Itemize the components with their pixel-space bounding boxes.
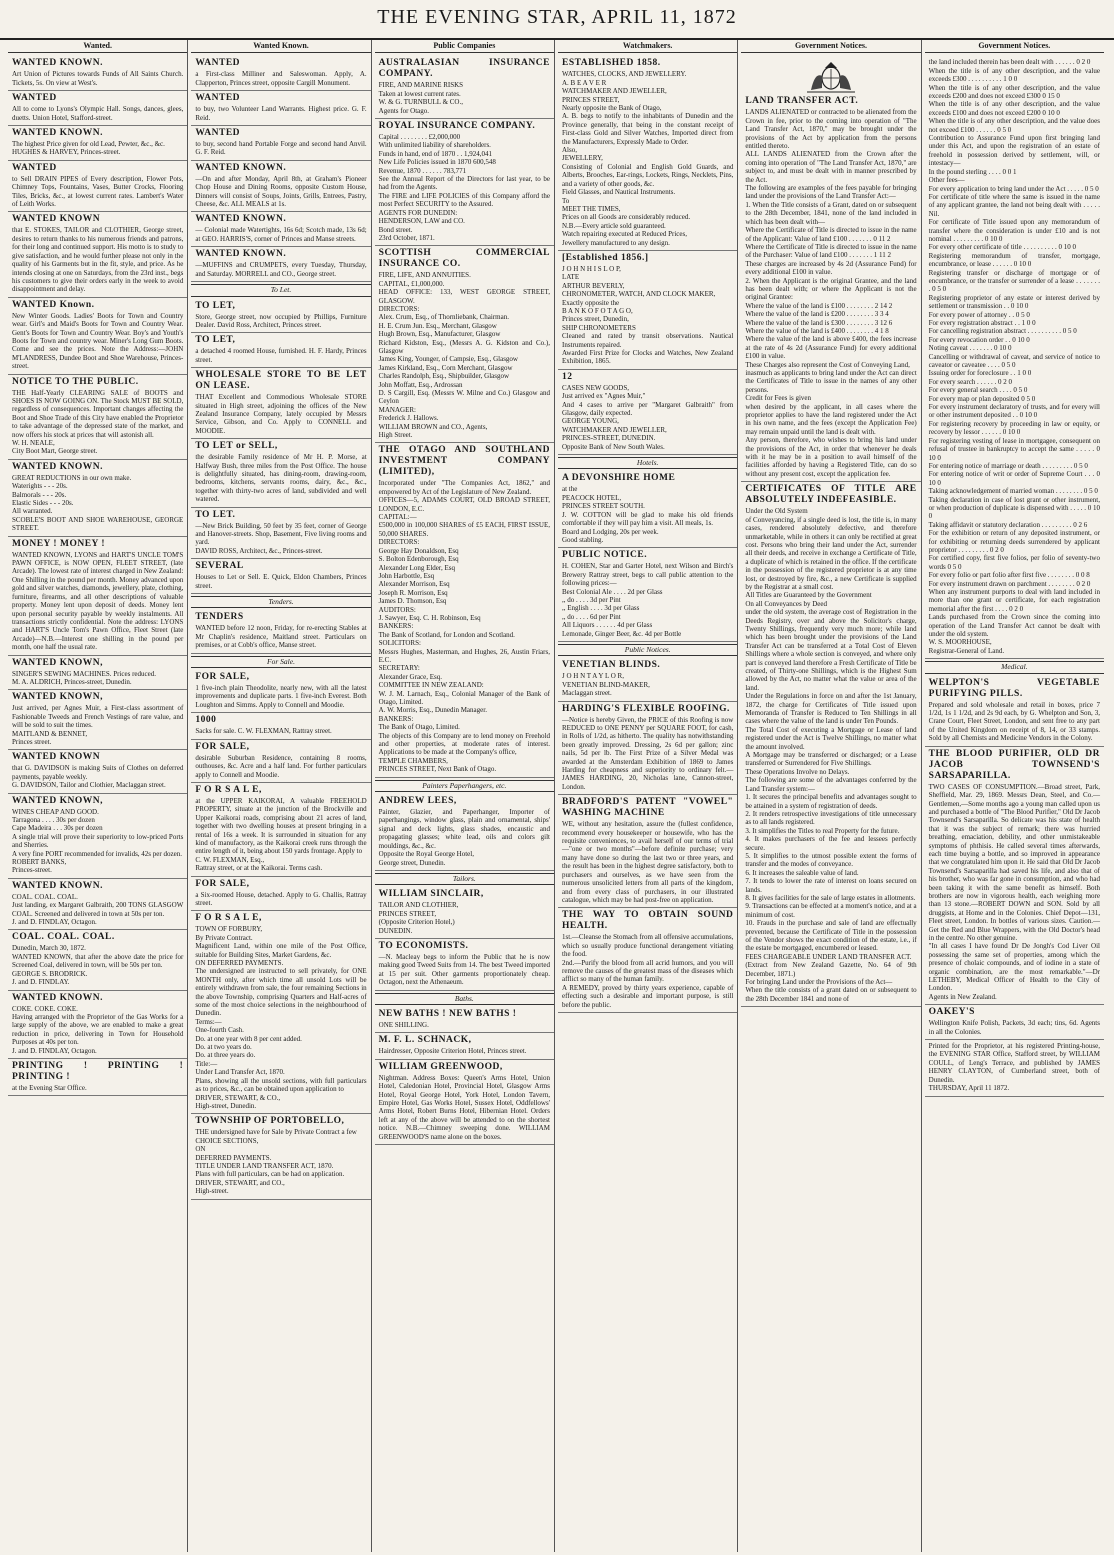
section-header: Tenders. xyxy=(191,596,370,608)
advertisement xyxy=(191,508,370,560)
ad-headline: THE OTAGO AND SOUTHLAND INVESTMENT COMPANY (LIMITED), xyxy=(378,445,550,478)
advertisement xyxy=(8,750,187,793)
ad-body: that E. STOKES, TAILOR and CLOTHIER, George street, desires to return thanks to his numerous friends and patrons, for their long and continued support. His motto is to study to give satisfaction, and he would further please not only in the quality of his Garments but in the fit, style, and price. As he intends closing at one on Saturdays, from the 23rd inst., begs his customers to give their orders early in the week to avoid disappointment and delay. xyxy=(12,226,184,294)
ad-headline: AUSTRALASIAN INSURANCE COMPANY. xyxy=(378,58,550,80)
advertisement xyxy=(375,56,554,119)
ad-headline: WANTED KNOWN. xyxy=(12,880,103,891)
ad-headline: SCOTTISH COMMERCIAL INSURANCE CO. xyxy=(378,248,550,270)
advertisement xyxy=(8,460,187,537)
ad-body: —On and after Monday, April 8th, at Graham's Pioneer Chop House and Dining Rooms, opposite Custom House, Dinners will consist of Soups, Joints, Grills, Entrees, Pastry, Cheese, &c. ALL MEALS at 1s. xyxy=(195,174,367,209)
advertisement xyxy=(191,212,370,247)
ad-headline: WANTED xyxy=(12,93,57,104)
ad-headline: VENETIAN BLINDS. xyxy=(562,660,661,671)
ad-headline: WANTED xyxy=(195,128,241,139)
advertisement xyxy=(558,471,737,548)
advertisement xyxy=(191,299,370,334)
ad-headline: WANTED KNOWN. xyxy=(195,162,287,173)
ad-headline: F O R S A L E, xyxy=(195,784,262,795)
column-header: Wanted. xyxy=(8,40,187,53)
advertisement xyxy=(191,161,370,213)
ad-body: to Sell DRAIN PIPES of Every description, Flower Pots, Chimney Tops, Fountains, Vases, Butter Crocks, Flooring Tiles, Bricks, &c., at lowest current rates. Lambert's Water of Leith Works. xyxy=(12,174,184,209)
ad-body: Dunedin, March 30, 1872. WANTED KNOWN, that after the above date the price for Screened Coal, delivered in town, will be 50s per ton. GEORGE S. BRODRICK. J. and D. FINDLAY. xyxy=(12,944,184,987)
ad-headline: WANTED KNOWN. xyxy=(12,992,103,1003)
advertisement xyxy=(191,713,370,739)
ad-headline: ROYAL INSURANCE COMPANY. xyxy=(378,121,536,132)
columns-container xyxy=(8,40,1108,1552)
advertisement xyxy=(191,368,370,439)
masthead xyxy=(0,0,1114,40)
ad-body: The highest Price given for old Lead, Pewter, &c., &c. HUGHES & HARVEY, Princes-street. xyxy=(12,140,165,157)
ad-body: Printed for the Proprietor, at his registered Printing-house, the EVENING STAR Office, Stafford street, by WILLIAM COULL, of Leng's Terrace, and published by JAMES HENRY CLAYTON, of Cumberland street, both of Dunedin. THURSDAY, April 11 1872. xyxy=(928,1042,1100,1093)
column-3 xyxy=(375,40,555,1552)
ad-headline: 1000 xyxy=(195,715,217,726)
ad-headline: WANTED KNOWN xyxy=(12,214,101,225)
advertisement xyxy=(375,119,554,246)
ad-headline: WANTED KNOWN xyxy=(12,752,101,763)
ad-headline: [Established 1856.] xyxy=(562,252,649,263)
ad-body: the land included therein has been dealt with . . . . . . 0 2 0 When the title is of any other description, and the value exceeds £300 . . . . . . . . . . 1 0 0 When the title is of any other description, and the value exceeds £200 and does not exceed £300 0 15 0 When the title is of any other description, and the value exceeds £100 and does not exceed £200 0 10 0 When the title is of any other description, and the value does not exceed £100 . . . . . . 0 5 0 Contribution to Assurance Fund upon first bringing land under this Act, and upon the registration of an estate of freehold in possession derived by settlement, will, or intestacy— In the pound sterling . . . . 0 0 1 Other fees— For every application to bring land under the Act . . . . . 0 5 0 For certificate of title where the same is issued in the name of any applicant grantee, the land not being dealt with . . . . . Nil. For certificate of Title issued upon any memorandum of transfer where the consideration is under £10 and is not nominal . . . . . . . . . 0 10 0 For every other certificate of title . . . . . . . . . . 0 10 0 Registering memorandum of transfer, mortgage, encumbrance, or lease . . . . . . 0 10 0 Registering transfer or discharge of mortgage or of encumbrance, or the transfer or surrender of a lease . . . . . . . . 0 5 0 Registering proprietor of any estate or interest derived by settlement or transmission . . 0 10 0 For every power of attorney . . 0 5 0 For every registration abstract . . 1 0 0 For cancelling registration abstract . . . . . . . . . . 0 5 0 For every revocation order . . 0 10 0 Noting caveat . . . . . . . 0 10 0 Cancelling or withdrawal of caveat, and service of notice to caveator or caveatee . . . . 0 5 0 Issuing order for foreclosure . . 1 0 0 For every search . . . . . . 0 2 0 For every general search . . . . 0 5 0 For every map or plan deposited 0 5 0 For every instrument declaratory of trusts, and for every will or other instrument deposited . . 0 10 0 For registering recovery by proceeding in law or equity, or recovery by lessor . . . . . . 0 10 0 For registering vesting of lease in mortgagee, consequent on refusal of trustee in bankruptcy to accept the same . . . . . 0 10 0 For entering notice of marriage or death . . . . . . . . . 0 5 0 For entering notice of writ or order of Supreme Court . . . 0 10 0 Taking acknowledgement of married woman . . . . . . . . 0 5 0 Taking declaration in case of lost grant or other instrument, or when production of duplicate is dispensed with . . . . . 0 10 0 Taking affidavit or statutory declaration . . . . . . . . . 0 2 6 For the exhibition or return of any deposited instrument, or for exhibiting or returning deeds surrendered by applicant proprietor . . . . . . . . . 0 2 0 For certified copy, first five folios, per folio of seventy-two words 0 5 0 For every folio or part folio after first five . . . . . . . . 0 0 8 For every instrument drawn on parchment . . . . . . . . 0 2 0 When any instrument purports to deal with land included in more than one grant or certificate, for each registration memorial after the first . . . . 0 2 0 Lands purchased from the Crown since the coming into operation of the Land Transfer Act cannot be dealt with under the old system. W. S. MOORHOUSE, Registrar-General of Land. xyxy=(928,58,1100,655)
column-6 xyxy=(925,40,1104,1552)
ad-body: — Colonial made Watertights, 16s 6d; Scotch made, 13s 6d; at GEO. HARRIS'S, corner of Princes and Manse streets. xyxy=(195,226,367,243)
advertisement xyxy=(925,676,1104,747)
ad-headline: M. F. L. SCHNACK, xyxy=(378,1035,472,1046)
advertisement xyxy=(558,908,737,1013)
ad-headline: SEVERAL xyxy=(195,561,244,572)
ad-body: Houses to Let or Sell. E. Quick, Eldon Chambers, Princes street. xyxy=(195,573,367,590)
ad-body: a Six-roomed House, detached. Apply to G. Challis, Rattray street. xyxy=(195,890,367,907)
ad-body: WINES CHEAP AND GOOD. Tarragona . . . . 30s per dozen Cape Madeira . . . 30s per dozen A single trial will prove their superiority to low-priced Ports and Sherries. A very fine PORT recommended for invalids, 42s per dozen. ROBERT BANKS, Princes-street. xyxy=(12,807,184,875)
ad-headline: CERTIFICATES OF TITLE ARE ABSOLUTELY INDEFEASIBLE. xyxy=(745,484,917,506)
advertisement xyxy=(558,56,737,251)
advertisement xyxy=(191,610,370,653)
advertisement xyxy=(191,126,370,161)
ad-body: —New Brick Building, 50 feet by 35 feet, corner of George and Hanover-streets. Shop, Basement, Five living rooms and yard. DAVID ROSS, Architect, &c., Princes-street. xyxy=(195,521,367,555)
ad-body: to buy, two Volunteer Land Warrants. Highest price. G. F. Reid. xyxy=(195,105,367,122)
advertisement xyxy=(8,56,187,91)
ad-body: at the UPPER KAIKORAI, A valuable FREEHOLD PROPERTY, situate at the junction of the Brockville and Upper Kaikorai roads, comprising about 21 acres of land, together with two dwelling houses at present bringing in a rental of 16s a week. It is surrounded in situation for any kind of manufactory, as the Kaikorai creek runs through the entire length of it, being about 150 yards frontage. Apply to C. W. FLEXMAN, Esq., Rattray street, or at the Kaikorai. Terms cash. xyxy=(195,796,367,873)
ad-body: a detached 4 roomed House, furnished. H. F. Hardy, Princes street. xyxy=(195,347,367,364)
advertisement xyxy=(8,690,187,750)
ad-body: Sacks for sale. C. W. FLEXMAN, Rattray street. xyxy=(195,727,332,736)
ad-body: TOWN OF FORBURY, By Private Contract. Magnificent Land, within one mile of the Post Office, suitable for Building Sites, Market Gardens, &c. ON DEFERRED PAYMENTS. The undersigned are instructed to sell privately, for ONE MONTH only, after which time all unsold Lots will be entirely withdrawn from sale, the four remaining Sections in the above Township, comprising Quarters and Half-acres of some of the most choice selections in the neighbourhood of Dunedin. Terms:— One-fourth Cash. Do. at one year with 8 per cent added. Do. at two years do. Do. at three years do. Title:— Under Land Transfer Act, 1870. Plans, showing all the unsold sections, with full particulars as to prices, &c., can be obtained upon application to DRIVER, STEWART, & CO., High-street, Dunedin. xyxy=(195,925,367,1110)
section-header: Baths. xyxy=(375,993,554,1005)
ad-body: at the PEACOCK HOTEL, PRINCES STREET SOUTH. J. W. COTTON will be glad to make his old friends comfortable if they will pay him a visit. All meals, 1s. Board and Lodging, 20s per week. Good stabling. xyxy=(562,485,734,544)
ad-headline: THE BLOOD PURIFIER, OLD DR JACOB TOWNSEND'S SARSAPARILLA. xyxy=(928,748,1100,781)
ad-headline: ANDREW LEES, xyxy=(378,796,457,807)
advertisement xyxy=(375,1007,554,1033)
advertisement xyxy=(558,548,737,642)
section-header: Painters Paperhangers, etc. xyxy=(375,780,554,792)
ad-headline: FOR SALE, xyxy=(195,878,250,889)
ad-headline: F O R S A L E, xyxy=(195,913,262,924)
ad-headline: WILLIAM SINCLAIR, xyxy=(378,889,484,900)
ad-headline: ESTABLISHED 1858. xyxy=(562,58,661,69)
page-title: THE EVENING STAR, APRIL 11, 1872 xyxy=(377,6,737,28)
advertisement xyxy=(375,1033,554,1059)
advertisement xyxy=(191,670,370,713)
advertisement xyxy=(8,91,187,126)
ad-headline: WANTED Known. xyxy=(12,299,95,310)
column-header: Government Notices. xyxy=(741,40,920,53)
ad-headline: WANTED KNOWN. xyxy=(12,461,103,472)
advertisement xyxy=(925,747,1104,1006)
ad-headline: TO ECONOMISTS. xyxy=(378,940,469,951)
ad-body: Nightman. Address Boxes: Queen's Arms Hotel, Union Hotel, Caledonian Hotel, Provincial Hotel, Glasgow Arms Hotel, Royal George Hotel, York Hotel, London Tavern, Empire Hotel, Gas Works Hotel, Sussex Hotel, Oddfellows' Arms Hotel, Robert Burns Hotel, Hibernian Hotel. Orders left at any of the above will be attended to on the shortest notice. N.B.—Chimney sweeping done. WILLIAM GREENWOOD'S name alone on the boxes. xyxy=(378,1073,550,1141)
ad-body: —N. Macleay begs to inform the Public that he is now making good Tweed Suits from 14. The best Tweed imported at 15 per suit. Other garments proportionately cheap. Octagon, next the Athenaeum. xyxy=(378,952,550,987)
ad-body: Prepared and sold wholesale and retail in boxes, price 7 1/2d, 1s 1 1/2d, and 2s 9d each, by G. Whelpton and Son, 3, Crane Court, Fleet Street, London, and sent free to any part of the United Kingdom on receipt of 8, 14, or 33 stamps. Sold by all Chemists and Medicine Vendors in the Colony. xyxy=(928,700,1100,743)
column-header: Government Notices. xyxy=(925,40,1104,53)
ad-body: desirable Suburban Residence, containing 8 rooms, outhouses, &c. Acre and a half land. For further particulars apply to Connell and Moodie. xyxy=(195,753,367,779)
advertisement xyxy=(8,991,187,1059)
ad-body: Capital . . . . . . . . £2,000,000 With unlimited liability of shareholders. Funds in hand, end of 1870 . . 1,924,041 New Life Policies issued in 1870 600,548 Revenue, 1870 . . . . . . 783,771 See the Annual Report of the Directors for last year, to be had from the Agents. The FIRE and LIFE POLICIES of this Company afford the most Perfect SECURITY to the Assured. AGENTS FOR DUNEDIN: HENDERSON, LAW and CO. Bond street. 23rd October, 1871. xyxy=(378,133,550,242)
ad-headline: WANTED KNOWN. xyxy=(12,58,103,69)
advertisement xyxy=(191,247,370,282)
advertisement xyxy=(8,375,187,460)
advertisement xyxy=(191,439,370,507)
column-header: Wanted Known. xyxy=(191,40,370,53)
ad-headline: THE WAY TO OBTAIN SOUND HEALTH. xyxy=(562,910,734,932)
ad-headline: FOR SALE, xyxy=(195,741,250,752)
ad-headline: TO LET or SELL, xyxy=(195,441,278,452)
ad-headline: WANTED xyxy=(12,162,57,173)
advertisement xyxy=(8,126,187,161)
advertisement xyxy=(191,911,370,1114)
advertisement xyxy=(558,795,737,908)
ad-headline: A DEVONSHIRE HOME xyxy=(562,473,676,484)
column-2 xyxy=(191,40,371,1552)
ad-headline: NOTICE TO THE PUBLIC. xyxy=(12,376,139,387)
ad-body: H. COHEN, Star and Garter Hotel, next Wilson and Birch's Brewery Rattray street, begs to call public attention to the following prices:— Best Colonial Ale . . . . 2d per Glass ,, do . . . . 3d per Pint ,, English . . . . 3d per Glass ,, do . . . . 6d per Pint All Liquors . . . . . . 4d per Glass Lemonade, Ginger Beer, &c. 4d per Bottle xyxy=(562,562,734,638)
advertisement xyxy=(191,91,370,126)
ad-body: TWO CASES OF CONSUMPTION.—Broad street, Park, Sheffield, Mar. 29, 1869. Messrs Dean, Steel, and Co.—Gentlemen,—Some months ago a young man called upon us and purchased a bottle of "The Blood Purifier," Old Dr Jacob Townsend's Sarsaparilla. So delicate was his state of health that it was the subject of remark; there was hurried breathing, emaciation, debility, and other unmistakeable symptoms of phthisis. He called several times afterwards, each time buying a bottle, and so improved in appearance that we congratulated him upon it. He said that Old Dr Jacob Townsend's Sarsaparilla had saved his life, and also that of his brother, who was far gone in consumption, and who had been taking it with the same benefit as himself. Both brothers are now in vigorous health, each weighing more than 13 stone.—ROBERT DOWN and SON. Sold by all druggists, at Home and in the Colonies. Chief Depot—131, Fleet street, London. In bottles of various sizes. Caution.—Get the Red and Blue Wrappers, with the Old Doctor's head in the centre. No other genuine. "In all cases I have found Dr De Jongh's Cod Liver Oil possessing the same set of properties, among which the presence of cholaic compounds, and of iodine in a state of organic combination, are the most remarkable."—Dr LETHEBY, Medical Officer of Health to the City of London. Agents in New Zealand. xyxy=(928,782,1100,1001)
ad-body: J O H N T A Y L O R, VENETIAN BLIND-MAKER, Maclaggan street. xyxy=(562,672,650,698)
advertisement xyxy=(375,246,554,443)
ad-headline: WANTED KNOWN, xyxy=(12,657,103,668)
ad-headline: TENDERS xyxy=(195,612,244,623)
ad-headline: WANTED xyxy=(195,58,241,69)
section-header: Hotels. xyxy=(558,457,737,469)
ad-body: FIRE, AND MARINE RISKS Taken at lowest current rates. W. & G. TURNBULL & CO., Agents for Otago. xyxy=(378,81,464,115)
ad-body: WE, without any hesitation, assure the (fullest confidence, recommend every housekeeper or housewife, who has the requisite conveniences, to avail herself of our terms of trial—"one or two months"—before definite purchase; very many have done so during the last two or three years, and the result has been in the highest degree satisfactory, both to purchasers and ourselves, as we have seen from the numerous unsolicited letters from all parts of the kingdom, and from every class of purchasers, in our illustrated catalogue, which may be had post-free on application. xyxy=(562,820,734,904)
ad-headline: WANTED KNOWN. xyxy=(195,249,287,260)
advertisement xyxy=(925,1040,1104,1096)
advertisement xyxy=(8,656,187,691)
ad-body: a First-class Milliner and Saleswoman. Apply, A. Clapperton, Princes street, opposite Cargill Monument. xyxy=(195,70,367,87)
ad-headline: TO LET, xyxy=(195,335,236,346)
ad-body: 1 five-inch plain Theodolite, nearly new, with all the latest improvements and duplicate parts. 1 five-inch Everest. Both Loughton and Simms. Apply to Connell and Moodie. xyxy=(195,684,367,709)
section-header: To Let. xyxy=(191,284,370,296)
column-header: Public Companies xyxy=(375,40,554,53)
ad-body: SINGER'S SEWING MACHINES. Prices reduced. M. A. ALDRICH, Princes-street, Dunedin. xyxy=(12,669,156,686)
ad-headline: PUBLIC NOTICE. xyxy=(562,550,648,561)
advertisement xyxy=(558,658,737,701)
ad-body: CASES NEW GOODS, Just arrived ex "Agnes Muir," And 4 cases to arrive per "Margaret Galbraith" from Glasgow, daily expected. GEORGE YOUNG, WATCHMAKER AND JEWELLER, PRINCES-STREET, DUNEDIN. Opposite Bank of New South Wales. xyxy=(562,383,734,451)
ad-body: to buy, second hand Portable Forge and second hand Anvil. G. F. Reid. xyxy=(195,140,367,157)
advertisement xyxy=(741,56,920,482)
advertisement xyxy=(8,537,187,656)
ad-body: WANTED KNOWN, LYONS and HART'S UNCLE TOM'S PAWN OFFICE, is NOW OPEN, FLEET STREET, (late Arcade). The lowest rate of interest charged in New Zealand: One Shilling in the pound per month. Money advanced upon gold and silver watches, diamonds, jewellery, plate, clothing, furniture, firearms, and all other descriptions of valuable property. Money lent upon deposit of deeds. Money lent upon personal security payable by weekly instalments. All transactions strictly confidential. Note the address: LYONS and HART'S Uncle Tom's Pawn Office, Fleet Street (late Arcade)—N.B.—Interest one shilling in the pound per month, one half the usual rate. xyxy=(12,550,184,652)
ad-headline: TO LET. xyxy=(195,509,236,520)
section-header: Public Notices. xyxy=(558,644,737,656)
ad-body: —MUFFINS and CRUMPETS, every Tuesday, Thursday, and Saturday. MORRELL and CO., George street. xyxy=(195,261,367,278)
advertisement xyxy=(8,212,187,297)
ad-headline: WANTED KNOWN. xyxy=(195,214,287,225)
ad-headline: COAL. COAL. COAL. xyxy=(12,932,115,943)
ad-headline: WANTED xyxy=(195,93,241,104)
ad-headline: HARDING'S FLEXIBLE ROOFING. xyxy=(562,703,730,714)
advertisement xyxy=(8,298,187,375)
ad-headline: BRADFORD'S PATENT "VOWEL" WASHING MACHINE xyxy=(562,797,734,819)
ad-body: J O H N H I S L O P, LATE ARTHUR BEVERLY, CHRONOMETER, WATCH, AND CLOCK MAKER, Exactly opposite the B A N K O F O T A G O, Princes street, Dunedin, SHIP CHRONOMETERS Cleaned and rated by transit observations. Nautical Instruments repaired. Awarded First Prize for Clocks and Watches, New Zealand Exhibition, 1865. xyxy=(562,264,734,366)
advertisement xyxy=(558,370,737,455)
advertisement xyxy=(191,1114,370,1199)
advertisement xyxy=(8,1059,187,1096)
ad-headline: WELPTON'S VEGETABLE PURIFYING PILLS. xyxy=(928,677,1100,699)
advertisement xyxy=(8,879,187,931)
ad-body: Incorporated under "The Companies Act, 1862," and empowered by Act of the Legislature of New Zealand. OFFICES—5, ADAMS COURT, OLD BROAD STREET, LONDON, E.C. CAPITAL:— £500,000 in 100,000 SHARES of £5 EACH, FIRST ISSUE, 50,000 SHARES. DIRECTORS: George Hay Donaldson, Esq S. Bolton Edenborough, Esq Alexander Long Elder, Esq John Harbottle, Esq Alexander Morrison, Esq Joseph R. Morrison, Esq James D. Thomson, Esq AUDITORS: J. Sawyer, Esq. C. H. Robinson, Esq BANKERS: The Bank of Scotland, for London and Scotland. SOLICITORS: Messrs Hughes, Masterman, and Hughes, 26, Austin Friars, E.C. SECRETARY: Alexander Grace, Esq. COMMITTEE IN NEW ZEALAND: W. J. M. Larnach, Esq., Colonial Manager of the Bank of Otago, Limited. A. W. Morris, Esq., Dunedin Manager. BANKERS: The Bank of Otago, Limited. The objects of this Company are to lend money on Freehold and other properties, at moderate rates of interest. Applications to be made at the Company's office, TEMPLE CHAMBERS, PRINCES STREET, Next Bank of Otago. xyxy=(378,479,550,774)
advertisement xyxy=(191,559,370,594)
ad-headline: WILLIAM GREENWOOD, xyxy=(378,1061,503,1072)
advertisement xyxy=(8,930,187,990)
advertisement xyxy=(558,702,737,796)
column-5 xyxy=(741,40,921,1552)
advertisement xyxy=(8,794,187,879)
ad-body: Art Union of Pictures towards Funds of All Saints Church. Tickets, 5s. On view at West's. xyxy=(12,70,184,87)
ad-body: the desirable Family residence of Mr H. P. Morse, at Halfway Bush, three miles from the Post Office. The house is delightfully situated, has dining-room, drawing-room, bedrooms, kitchens, servants rooms, dairy, &c., &c., together with thirty-two acres of land, subdivided and well watered. xyxy=(195,453,367,504)
column-4 xyxy=(558,40,738,1552)
ad-body: Just arrived, per Agnes Muir, a First-class assortment of Fashionable Tweeds and French Vestings of rare value, and will be sold to suit the times. MAITLAND & BENNET, Princes street. xyxy=(12,704,184,746)
ad-body: Painter, Glazier, and Paperhanger, Importer of paperhangings, window glass, plain and ornamental, ships' signal and deck lights, glass shades, encaustic and propagating glasses; white lead, oils and colors gilt mouldings, &c., &c. Opposite the Royal George Hotel, George street, Dunedin. xyxy=(378,808,550,867)
ad-body: Wellington Knife Polish, Packets, 3d each; tins, 6d. Agents in all the Colonies. xyxy=(928,1019,1100,1036)
ad-body: at the Evening Star Office. xyxy=(12,1083,87,1092)
advertisement xyxy=(191,56,370,91)
ad-headline: LAND TRANSFER ACT. xyxy=(745,96,859,107)
ad-body: GREAT REDUCTIONS in our own make. Waterights - - - 20s. Balmorals - - - 20s. Elastic Sides - - - 20s. All warranted. SCOBLE'S BOOT AND SHOE WAREHOUSE, GEORGE STREET. xyxy=(12,473,184,533)
ad-body: THE undersigned have for Sale by Private Contract a few CHOICE SECTIONS, ON DEFERRED PAYMENTS. TITLE UNDER LAND TRANSFER ACT, 1870. Plans with full particulars, can be had on application. DRIVER, STEWART, and CO., High-street. xyxy=(195,1128,357,1196)
section-header: Tailors. xyxy=(375,873,554,885)
advertisement xyxy=(375,794,554,871)
ad-headline: WANTED KNOWN, xyxy=(12,795,103,806)
advertisement xyxy=(191,877,370,912)
ad-body: —Notice is hereby Given, the PRICE of this Roofing is now REDUCED to ONE PENNY per SQUARE FOOT, for cash, in Rolls of 1/2d, as hitherto. The quality has notwithstanding been greatly improved. Dressing, 2s 6d per gallon; zinc nails, 5d per lb. The First Prize of a Silver Medal was awarded at the Amsterdam Exhibition of 1869 to James Harding for cheapness and superiority to ordinary felt.—JAMES HARDING, 20, Nicholas lane, Cannon-street, London. xyxy=(562,715,734,791)
advertisement xyxy=(558,251,737,370)
advertisement xyxy=(191,333,370,368)
column-1 xyxy=(8,40,188,1552)
advertisement xyxy=(191,740,370,783)
ad-body: TAILOR AND CLOTHIER, PRINCES STREET, (Opposite Criterion Hotel,) DUNEDIN. xyxy=(378,901,459,935)
section-header: Medical. xyxy=(925,661,1104,673)
advertisement xyxy=(925,1005,1104,1040)
advertisement xyxy=(741,482,920,1007)
ad-headline: WANTED KNOWN, xyxy=(12,692,103,703)
ad-headline: MONEY ! MONEY ! xyxy=(12,538,106,549)
ad-body: ONE SHILLING. xyxy=(378,1020,429,1029)
advertisement xyxy=(375,939,554,991)
ad-body: Under the Old System of Conveyancing, if a single deed is lost, the title is, in many cases, rendered absolutely defective, and therefore unmarketable, while in others it can only be rectified at great cost. Persons who bring their land under the Act, surrender all their deeds, and receive in exchange a Certificate of Title, a duplicate of which is retained in the office. If the certificate in the possession of the registered proprietor is at any time lost, or destroyed by fire, &c., a new Certificate is supplied by the Registrar at a small cost. All Titles are Guaranteed by the Government On all Conveyances by Deed under the old system, the average cost of Registration in the Deeds Registry, over and above the Solicitor's charge, Twenty Shillings, frequently very much more; while land which has been brought under the provisions of the Land Transfer Act can be transferred at a Total Cost of Eleven Shillings where a whole section is conveyed, and where only part is conveyed land therefore a Fresh Certificate of Title be created, of Thirty-one Shillings, which is the Highest Sum allowed by the Act, no matter what the value or area of the land. Under the Regulations in force on and after the 1st January, 1872, the charge for Certificates of Title issued upon Memoranda of Transfer is Reduced to Ten Shillings in all cases where the value of the land is under Ten Pounds. The Total Cost of executing a Mortgage or Lease of land registered under the Act is Twelve Shillings, no matter what the amount involved. A Mortgage may be transferred or discharged; or a Lease transferred or Surrendered for Five Shillings. These Operations Involve no Delays. The following are some of the advantages conferred by the Land Transfer system:— 1. It secures the principal benefits and advantages sought to be attained in a system of registration of deeds. 2. It renders retrospective investigations of title unnecessary as to all lands registered. 3. It simplifies the Titles to real Property for the future. 4. It makes purchasers of the fee and lessees perfectly secure. 5. It simplifies to the utmost possible extent the forms of transfer and the modes of conveyance. 6. It increases the saleable value of land. 7. It tends to lower the rate of interest on loans secured on lands. 8. It gives facilities for the sale of large estates in allotments. 9. Transactions can be effected at a moment's notice, and at a minimum of cost. 10. Frauds in the purchase and sale of land are effectually prevented, because the Certificate of Title in the possession of the Vendor shows the exact condition of the estate, i.e., if the estate be mortgaged, encumbered or leased. FEES CHARGEABLE UNDER LAND TRANSFER ACT. (Extract from New Zealand Gazette, No. 64 of 9th December, 1871.) For bringing Land under the Provisions of the Act— When the title consists of a grant dated on or subsequent to the 28th December 1841 and none of xyxy=(745,507,917,1003)
ad-headline: 12 xyxy=(562,371,573,382)
ad-headline: TOWNSHIP OF PORTOBELLO, xyxy=(195,1116,345,1127)
ad-body: WATCHES, CLOCKS, AND JEWELLERY. A. B E A V E R WATCHMAKER AND JEWELLER, PRINCES STREET, Nearly opposite the Bank of Otago, A. B. begs to notify to the inhabitants of Dunedin and the Province generally, that being in the constant receipt of First-class Gold and Silver Watches, Imported direct from the Manufacturers, Expressly Made to Order. Also, JEWELLERY, Consisting of Colonial and English Gold Guards, and Alberts, Brooches, Ear-rings, Lockets, Rings, Necklets, Pins, and a variety of other goods, &c. Field Glasses, and Nautical Instruments. To MEET THE TIMES, Prices on all Goods are considerably reduced. N.B.—Every article sold guaranteed. Watch repairing executed at Reduced Prices, Jewellery manufactured to any design. xyxy=(562,70,734,247)
advertisement xyxy=(375,443,554,777)
advertisement xyxy=(375,887,554,939)
ad-body: THAT Excellent and Commodious Wholesale STORE situated in High street, adjoining the offices of the New Zealand Insurance Company, lately occupied by Messrs Service, Gibson, and Co. Apply to CONNELL and MOODIE. xyxy=(195,393,367,435)
ad-body: COKE. COKE. COKE. Having arranged with the Proprietor of the Gas Works for a large supply of the above, we are enabled to make a great reduction in price, delivering in Town for Household Purposes at 40s per ton. J. and D. FINDLAY, Octagon. xyxy=(12,1004,184,1055)
ad-headline: TO LET, xyxy=(195,300,236,311)
ad-body: FIRE, LIFE, AND ANNUITIES. CAPITAL, £1,000,000. HEAD OFFICE: 133, WEST GEORGE STREET, GLASGOW. DIRECTORS: Alex. Crum, Esq., of Thornliebank, Chairman. H. E. Crum Jun. Esq., Merchant, Glasgow Hugh Brown, Esq., Manufacturer, Glasgow Richard Kidston, Esq., (Messrs A. G. Kidston and Co.), Glasgow James King, Younger, of Campsie, Esq., Glasgow James Kirkland, Esq., Corn Merchant, Glasgow Charles Randolph, Esq., Shipbuilder, Glasgow John Moffatt, Esq., Ardrossan D. S Cargill, Esq. (Messrs W. Milne and Co.) Glasgow and Ceylon MANAGER: Frederick J. Hallows. WILLIAM BROWN and CO., Agents, High Street. xyxy=(378,271,550,440)
ad-headline: NEW BATHS ! NEW BATHS ! xyxy=(378,1008,517,1019)
ad-headline: PRINTING ! PRINTING ! PRINTING ! xyxy=(12,1060,184,1082)
ad-body: that G. DAVIDSON is making Suits of Clothes on deferred payments, payable weekly. G. DAVIDSON, Tailor and Clothier, Maclaggan street. xyxy=(12,764,184,790)
ad-body: Store, George street, now occupied by Phillips, Furniture Dealer. David Ross, Architect, Princes street. xyxy=(195,312,367,329)
advertisement xyxy=(375,1060,554,1145)
ad-body: THE Half-Yearly CLEARING SALE of BOOTS and SHOES IS NOW GOING ON. The Stock MUST BE SOLD, regardless of consequences. Important changes affecting the Boot and Shoe Trade of this City have enabled the Proprietor to take advantage of the depressed state of the market, and now offers his stock at prices that will astonish all. W. H. NEALE, City Boot Mart, George street. xyxy=(12,388,184,456)
ad-headline: OAKEY'S xyxy=(928,1007,975,1018)
ad-body: WANTED before 12 noon, Friday, for re-erecting Stables at Mr Chaplin's residence, Maitland street. Particulars on premises, or at Cobb's office, Manse street. xyxy=(195,624,367,650)
ad-body: COAL. COAL. COAL. Just landing, ex Margaret Galbraith, 200 TONS GLASGOW COAL. Screened and delivered in town at 50s per ton. J. and D. FINDLAY, Octagon. xyxy=(12,892,184,927)
advertisement xyxy=(8,161,187,213)
royal-crest-icon xyxy=(801,60,861,94)
ad-body: New Winter Goods. Ladies' Boots for Town and Country wear. Girl's and Maid's Boots for Town and Country Wear. Gent's Boots for Town and Country Wear. Boy's and Youth's Boots for Town and country wear. Miner's Long Gum Boots. Come and see the prices. Note the Address:—JOHN M'LANDRESS, Dundee Boot and Shoe Warehouse, Princes-street. xyxy=(12,311,184,371)
ad-headline: WHOLESALE STORE TO BE LET ON LEASE. xyxy=(195,370,367,392)
ad-headline: WANTED KNOWN. xyxy=(12,128,103,139)
advertisement xyxy=(925,56,1104,659)
ad-body: Hairdresser, Opposite Criterion Hotel, Princes street. xyxy=(378,1047,527,1056)
ad-body: All to come to Lyons's Olympic Hall. Songs, dances, glees, duetts. Union Hotel, Stafford-street. xyxy=(12,105,184,122)
ad-body: LANDS ALIENATED or contracted to be alienated from the Crown in fee, prior to the coming into operation of "The Land Transfer Act, 1870," may be brought under the provisions of the Act by application from the persons entitled thereto. ALL LANDS ALIENATED from the Crown after the coming into operation of "The Land Transfer Act, 1870," are subject to, and must be dealt with in manner prescribed by the Act. The following are examples of the fees payable for bringing land under the provisions of the Land Transfer Act:— 1. When the Title consists of a Grant, dated on or subsequent to the 28th December, 1841, none of the land included in which has been dealt with— Where the Certificate of Title is directed to issue in the name of the Applicant: Value of land £100 . . . . . . . 0 11 2 Where the Certificate of Title is directed to issue in the name of the Purchaser: Value of land £100 . . . . . . . 1 11 2 These charges are increased by 4s 2d (Assurance Fund) for every additional £100 in value. 2. When the Applicant is the original Grantee, and the land has been dealt with; or where the Applicant is not the original Grantee: Where the value of the land is £100 . . . . . . . . 2 14 2 Where the value of the land is £200 . . . . . . . . 3 3 4 Where the value of the land is £300 . . . . . . . . 3 12 6 Where the value of the land is £400 . . . . . . . . 4 1 8 Where the value of the land is above £400, the fees increase at the rate of 4s 2d (Assurance Fund) for every additional £100 in value. These Charges also represent the Cost of Conveying Land, inasmuch as applicants to bring land under the Act can direct the Certificates of Title to issue in the names of any other persons. Credit for Fees is given when desired by the applicant, in all cases where the proprietor applies to have the land registered under the Act in his own name, and the fees (except the Application Fee) may remain unpaid until the land is dealt with. Any person, therefore, who wishes to bring his land under the provisions of the Act, in order that whenever he deals with it he may be in a position to avail himself of the facilities afforded by having a Registered Title, can do so without any present cost, except the application fee. xyxy=(745,108,917,478)
section-header: For Sale. xyxy=(191,656,370,668)
advertisement xyxy=(191,783,370,877)
ad-body: 1st.—Cleanse the Stomach from all offensive accumulations, which so usually produce functional derangement vitiating the food. 2nd.—Purify the blood from all acrid humors, and you will remove the causes of the greatest mass of the diseases which afflict so many of the human family. A REMEDY, proved by thirty years experience, capable of effecting such a desirable and important purpose, is still before the public. xyxy=(562,933,734,1009)
column-header: Watchmakers. xyxy=(558,40,737,53)
ad-headline: FOR SALE, xyxy=(195,672,250,683)
